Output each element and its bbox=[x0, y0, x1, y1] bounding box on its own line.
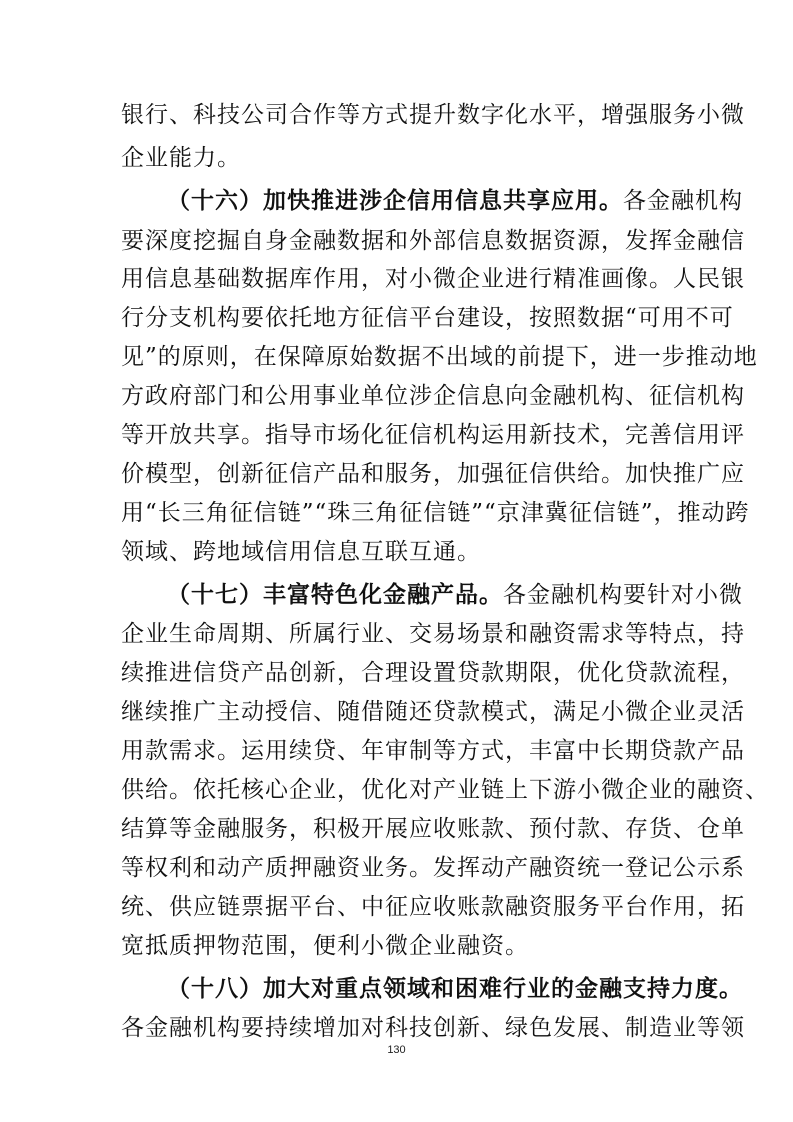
section-heading: （十七）丰富特色化金融产品。 bbox=[167, 582, 503, 608]
line-text: 方政府部门和公用事业单位涉企信息向金融机构、征信机构 bbox=[121, 383, 745, 409]
line-text: 等开放共享。指导市场化征信机构运用新技术，完善信用评 bbox=[121, 422, 745, 448]
text-line bbox=[121, 697, 745, 727]
text-line bbox=[121, 580, 743, 610]
section-heading: （十八）加大对重点领域和困难行业的金融支持力度。 bbox=[167, 976, 743, 1002]
line-text: 续推进信贷产品创新，合理设置贷款期限，优化贷款流程， bbox=[121, 660, 745, 686]
line-text: 用款需求。运用续贷、年审制等方式，丰富中长期贷款产品 bbox=[121, 738, 745, 764]
line-text: 结算等金融服务，积极开展应收账款、预付款、存货、仓单 bbox=[121, 816, 745, 842]
line-text: 等权利和动产质押融资业务。发挥动产融资统一登记公示系 bbox=[121, 855, 745, 881]
line-text: 统、供应链票据平台、中征应收账款融资服务平台作用，拓 bbox=[121, 894, 745, 920]
line-text: 各金融机构要持续增加对科技创新、绿色发展、制造业等领 bbox=[121, 1015, 745, 1041]
line-text: 各金融机构 bbox=[623, 188, 743, 214]
line-text: 银行、科技公司合作等方式提升数字化水平，增强服务小微 bbox=[121, 102, 745, 128]
line-text: 见”的原则，在保障原始数据不出域的前提下，进一步推动地 bbox=[121, 344, 758, 370]
text-line bbox=[121, 1013, 745, 1043]
line-text: 行分支机构要依托地方征信平台建设，按照数据“可用不可 bbox=[121, 305, 734, 331]
text-line bbox=[121, 381, 745, 411]
text-line bbox=[121, 736, 745, 766]
text-line bbox=[121, 853, 745, 883]
line-text: 价模型，创新征信产品和服务，加强征信供给。加快推广应 bbox=[121, 461, 745, 487]
line-text: 供给。依托核心企业，优化对产业链上下游小微企业的融资、 bbox=[121, 777, 769, 803]
text-line bbox=[121, 342, 758, 372]
text-line bbox=[121, 775, 769, 805]
line-text: 继续推广主动授信、随借随还贷款模式，满足小微企业灵活 bbox=[121, 699, 745, 725]
text-line bbox=[121, 100, 745, 130]
text-line bbox=[121, 226, 745, 256]
text-line bbox=[121, 498, 750, 528]
line-text: 要深度挖掘自身金融数据和外部信息数据资源，发挥金融信 bbox=[121, 228, 745, 254]
line-text: 用信息基础数据库作用，对小微企业进行精准画像。人民银 bbox=[121, 266, 745, 292]
line-text: 领域、跨地域信用信息互联互通。 bbox=[121, 539, 481, 565]
line-text: 各金融机构要针对小微 bbox=[503, 582, 743, 608]
line-text: 宽抵质押物范围，便利小微企业融资。 bbox=[121, 933, 529, 959]
text-line bbox=[121, 420, 745, 450]
text-line bbox=[121, 892, 745, 922]
page-number: 130 bbox=[387, 1044, 406, 1056]
line-text: 企业生命周期、所属行业、交易场景和融资需求等特点，持 bbox=[121, 621, 745, 647]
section-heading: （十六）加快推进涉企信用信息共享应用。 bbox=[167, 188, 623, 214]
line-text: 企业能力。 bbox=[121, 145, 241, 171]
text-line bbox=[121, 264, 745, 294]
line-text: 用“长三角征信链”“珠三角征信链”“京津冀征信链”，推动跨 bbox=[121, 500, 750, 526]
text-line bbox=[121, 537, 681, 567]
text-line bbox=[121, 303, 734, 333]
text-line bbox=[121, 619, 745, 649]
text-line bbox=[121, 931, 681, 961]
text-line bbox=[121, 459, 745, 489]
text-line bbox=[121, 143, 681, 173]
text-line bbox=[121, 186, 743, 216]
text-line bbox=[121, 974, 743, 1004]
text-line bbox=[121, 814, 745, 844]
text-line bbox=[121, 658, 745, 688]
